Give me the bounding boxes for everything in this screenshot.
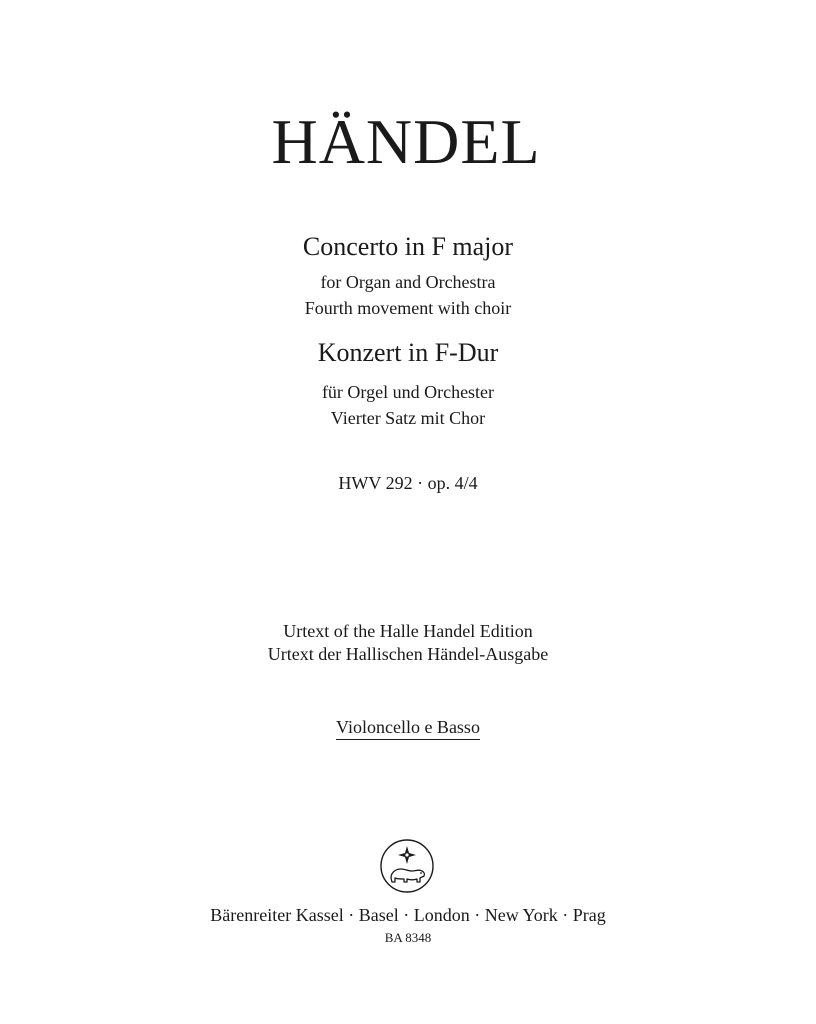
composer-name: HÄNDEL: [271, 106, 541, 177]
scoring-german: für Orgel und Orchester: [321, 382, 495, 402]
urtext-note-english: Urtext of the Halle Handel Edition: [283, 621, 533, 641]
urtext-note-german: Urtext der Hallischen Händel-Ausgabe: [267, 644, 549, 664]
part-name: [0, 718, 816, 740]
work-title-english: Concerto in F major: [302, 232, 514, 261]
part-name-label: Violoncello e Basso: [336, 718, 480, 740]
catalog-number: HWV 292 · op. 4/4: [338, 473, 478, 493]
publisher-catalog-number: BA 8348: [384, 930, 432, 945]
movement-english: Fourth movement with choir: [304, 298, 512, 318]
publisher-line: Bärenreiter Kassel · Basel · London · New York · Prag: [210, 905, 606, 925]
movement-german: Vierter Satz mit Chor: [330, 408, 486, 428]
baerenreiter-bear-logo-icon: [379, 838, 435, 894]
work-title-german: Konzert in F-Dur: [317, 338, 499, 367]
scoring-english: for Organ and Orchestra: [320, 272, 496, 292]
